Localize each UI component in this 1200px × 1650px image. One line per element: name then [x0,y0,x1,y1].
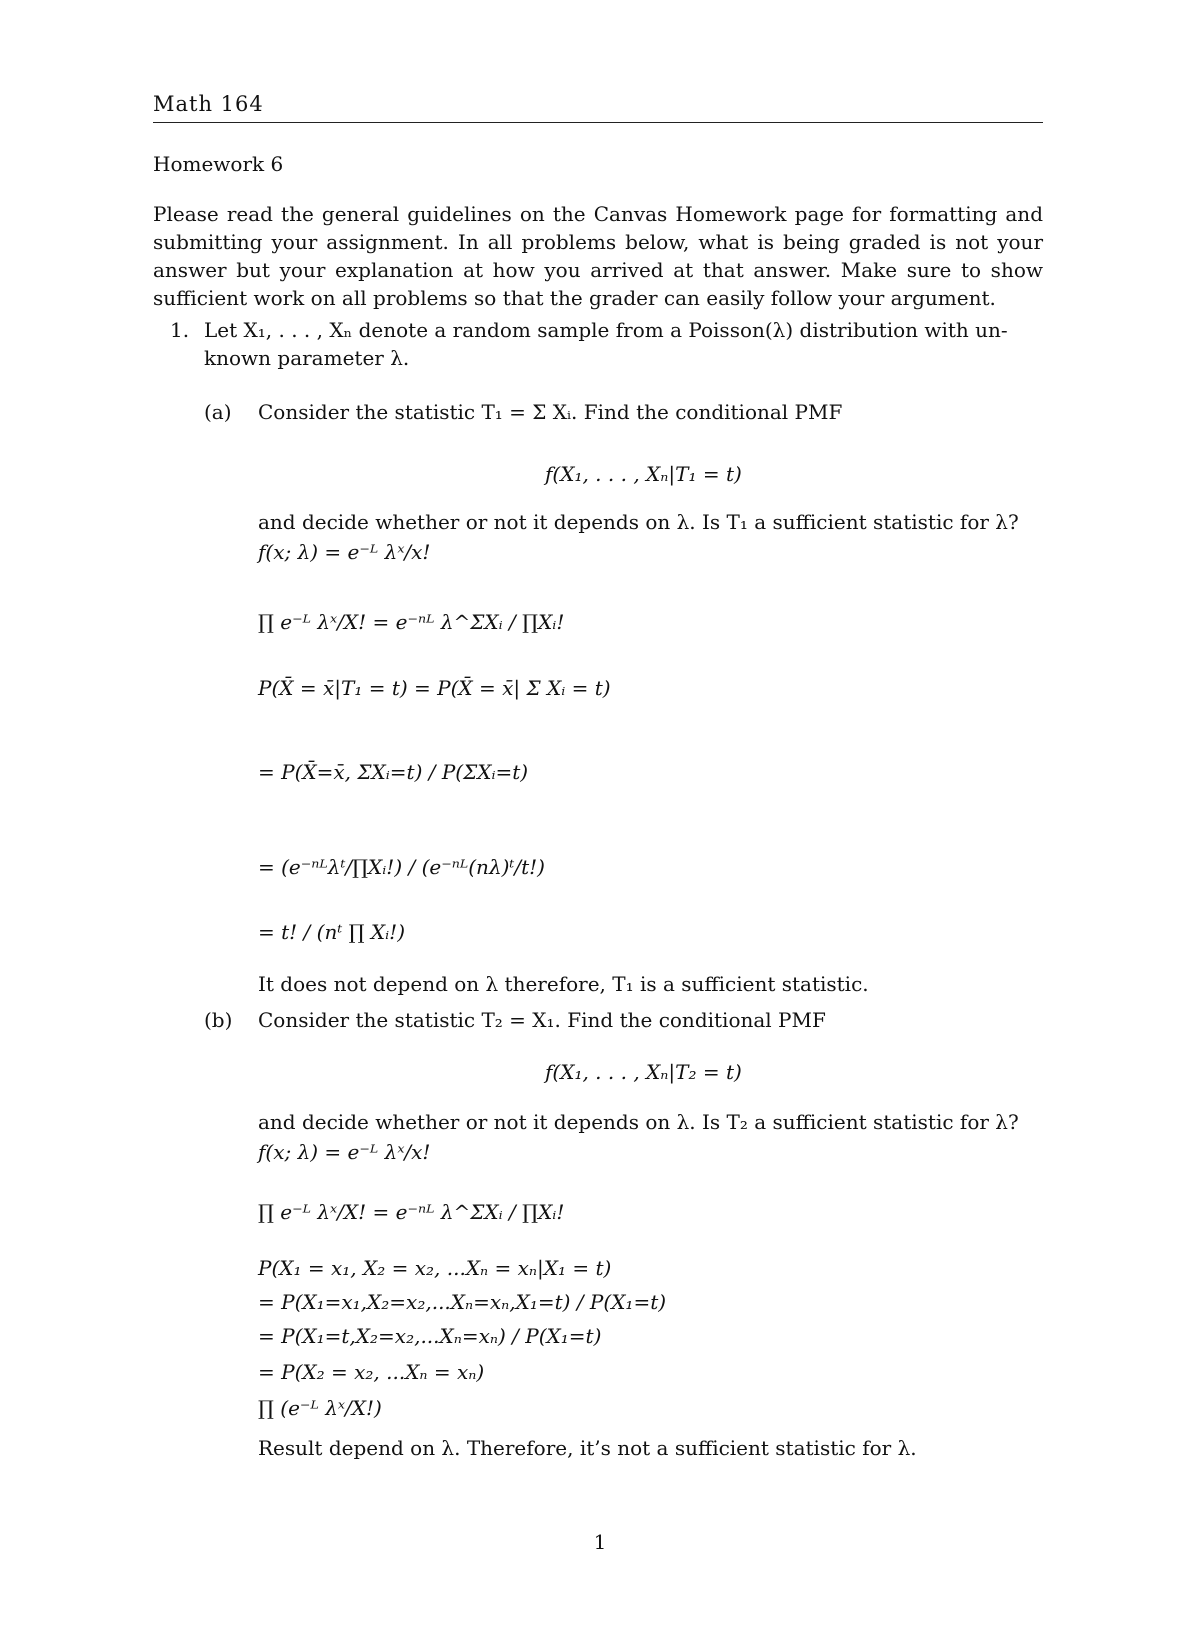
part-b-work-line-3: P(X₁ = x₁, X₂ = x₂, ...Xₙ = xₙ|X₁ = t) [258,1256,612,1280]
part-b-conclusion: Result depend on λ. Therefore, it’s not a sufficient statistic for λ. [258,1436,917,1460]
part-a-question: and decide whether or not it depends on λ. Is T₁ a sufficient statistic for λ? [258,510,1019,534]
part-b-question: and decide whether or not it depends on λ. Is T₂ a sufficient statistic for λ? [258,1110,1019,1134]
part-b-work-line-4: = P(X₁=x₁,X₂=x₂,...Xₙ=xₙ,X₁=t) / P(X₁=t) [258,1290,667,1314]
part-a-work-line-6: = t! / (nᵗ ∏ Xᵢ!) [258,920,405,944]
part-b-work-line-7: ∏ (e⁻ᴸ λˣ/X!) [258,1396,382,1420]
part-b-work-line-2: ∏ e⁻ᴸ λˣ/X! = e⁻ⁿᴸ λ^ΣXᵢ / ∏Xᵢ! [258,1200,565,1224]
part-a-work-line-4: = P(X̄=x̄, ΣXᵢ=t) / P(ΣXᵢ=t) [258,760,529,784]
part-a-work-line-3: P(X̄ = x̄|T₁ = t) = P(X̄ = x̄| Σ Xᵢ = t) [258,676,611,700]
part-b-display-eq: f(X₁, . . . , Xₙ|T₂ = t) [545,1060,742,1084]
part-a-display-eq: f(X₁, . . . , Xₙ|T₁ = t) [545,462,742,486]
part-b-work-line-5: = P(X₁=t,X₂=x₂,...Xₙ=xₙ) / P(X₁=t) [258,1324,602,1348]
part-a-work-line-5: = (e⁻ⁿᴸλᵗ/∏Xᵢ!) / (e⁻ⁿᴸ(nλ)ᵗ/t!) [258,855,545,879]
part-a-work-line-1: f(x; λ) = e⁻ᴸ λˣ/x! [258,540,431,564]
problem-1-text: Let X₁, . . . , Xₙ denote a random sample from a Poisson(λ) distribution with un- [204,318,1008,342]
page-header [153,92,1043,116]
part-b-prompt: Consider the statistic T₂ = X₁. Find the conditional PMF [258,1008,826,1032]
homework-title: Homework 6 [153,152,284,176]
problem-1-text-cont: known parameter λ. [204,346,410,370]
part-b-work-line-6: = P(X₂ = x₂, ...Xₙ = xₙ) [258,1360,485,1384]
course-title: Math 164 [153,92,264,116]
header-rule [153,122,1043,123]
part-b-label: (b) [204,1008,233,1032]
problem-number: 1. [170,318,190,342]
part-a-conclusion: It does not depend on λ therefore, T₁ is a sufficient statistic. [258,972,869,996]
intro-paragraph: Please read the general guidelines on the Canvas Homework page for formatting and submitting your assignment. In all problems below, what is being graded is not your answer but your explanation at how you arrived at that answer. Make sure to show sufficient work on all problems so that the grader can easily follow your argument. [153,202,1043,310]
part-b-work-line-1: f(x; λ) = e⁻ᴸ λˣ/x! [258,1140,431,1164]
part-a-label: (a) [204,400,232,424]
page-number: 1 [593,1530,607,1554]
part-a-work-line-2: ∏ e⁻ᴸ λˣ/X! = e⁻ⁿᴸ λ^ΣXᵢ / ∏Xᵢ! [258,610,565,634]
part-a-prompt: Consider the statistic T₁ = Σ Xᵢ. Find the conditional PMF [258,400,843,424]
